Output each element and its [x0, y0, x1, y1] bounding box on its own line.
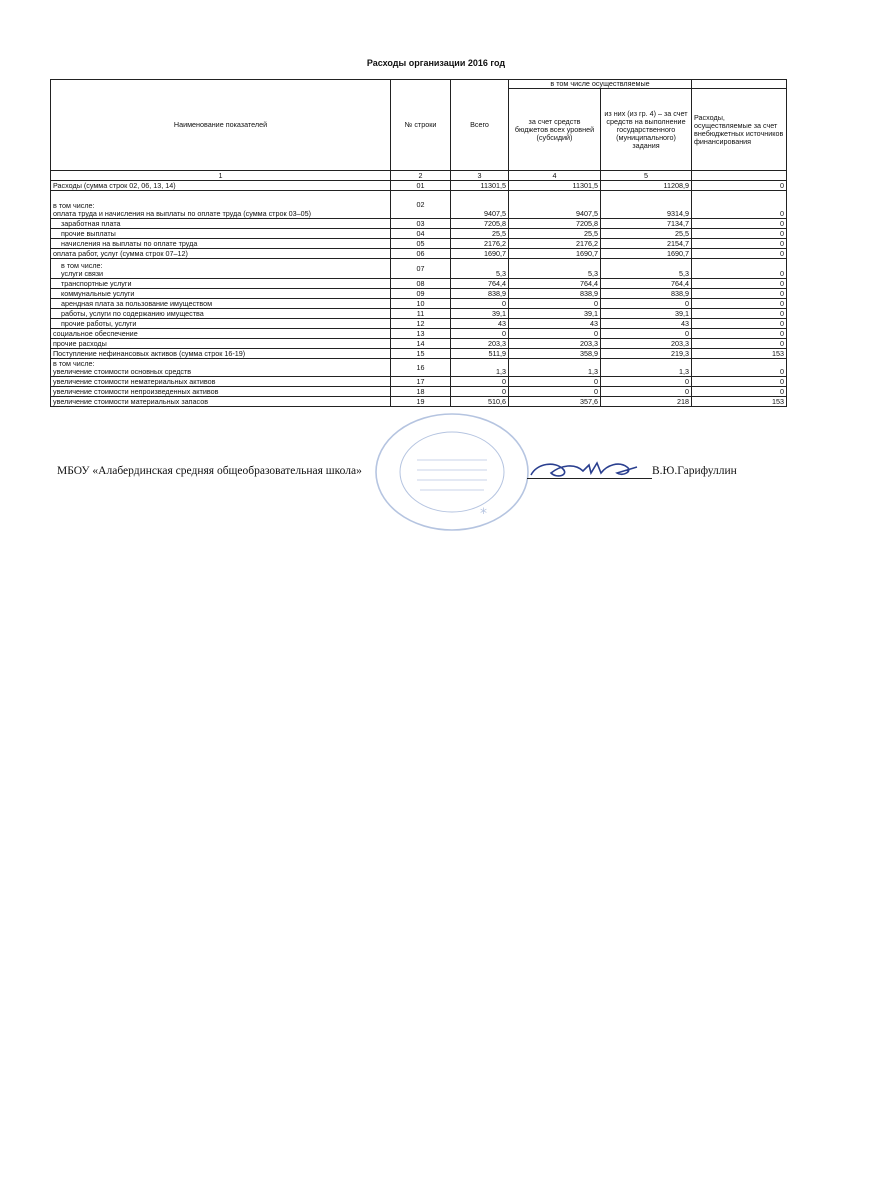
row-budget: 0 [509, 329, 601, 339]
header-name: Наименование показателей [51, 80, 391, 171]
header-blank [692, 80, 787, 89]
row-state-task: 218 [601, 397, 692, 407]
row-name: арендная плата за пользование имуществом [51, 299, 391, 309]
row-line-no: 13 [391, 329, 451, 339]
header-state-task: из них (из гр. 4) – за счет средств на выполнение государственного (муниципального) задания [601, 89, 692, 171]
row-offbudget: 0 [692, 377, 787, 387]
row-line-no: 19 [391, 397, 451, 407]
row-offbudget: 0 [692, 191, 787, 219]
table-row [51, 349, 787, 359]
row-offbudget: 0 [692, 289, 787, 299]
row-total: 1,3 [451, 359, 509, 377]
table-row [51, 387, 787, 397]
row-state-task: 2154,7 [601, 239, 692, 249]
row-state-task: 0 [601, 377, 692, 387]
row-line-no: 02 [391, 191, 451, 219]
row-line-no: 04 [391, 229, 451, 239]
row-name-main: оплата труда и начисления на выплаты по оплате труда (сумма строк 03–05) [53, 209, 311, 218]
header-line-no: № строки [391, 80, 451, 171]
row-line-no: 11 [391, 309, 451, 319]
row-total: 511,9 [451, 349, 509, 359]
signature-line [527, 478, 652, 479]
row-offbudget: 0 [692, 279, 787, 289]
table-row [51, 279, 787, 289]
row-offbudget: 0 [692, 299, 787, 309]
row-state-task: 7134,7 [601, 219, 692, 229]
table-row [51, 259, 787, 279]
table-row [51, 299, 787, 309]
row-offbudget: 0 [692, 339, 787, 349]
row-line-no: 03 [391, 219, 451, 229]
table-row [51, 339, 787, 349]
row-total: 2176,2 [451, 239, 509, 249]
col-number: 1 [51, 171, 391, 181]
row-offbudget: 153 [692, 397, 787, 407]
row-name-main: услуги связи [61, 269, 104, 278]
row-name: увеличение стоимости непроизведенных активов [51, 387, 391, 397]
row-state-task: 25,5 [601, 229, 692, 239]
row-state-task: 39,1 [601, 309, 692, 319]
row-offbudget: 0 [692, 359, 787, 377]
table-row [51, 239, 787, 249]
stamp-seal [372, 410, 532, 535]
row-offbudget: 0 [692, 259, 787, 279]
row-total: 838,9 [451, 289, 509, 299]
row-name [51, 191, 391, 219]
row-line-no: 14 [391, 339, 451, 349]
row-state-task: 43 [601, 319, 692, 329]
row-total: 0 [451, 299, 509, 309]
table-row [51, 309, 787, 319]
row-name: заработная плата [51, 219, 391, 229]
row-name: увеличение стоимости нематериальных активов [51, 377, 391, 387]
row-budget: 39,1 [509, 309, 601, 319]
table-row [51, 359, 787, 377]
row-state-task: 0 [601, 329, 692, 339]
row-total: 5,3 [451, 259, 509, 279]
row-total: 764,4 [451, 279, 509, 289]
row-budget: 43 [509, 319, 601, 329]
row-budget: 0 [509, 299, 601, 309]
row-budget: 203,3 [509, 339, 601, 349]
row-name: прочие выплаты [51, 229, 391, 239]
row-name-prefix: в том числе: [61, 261, 103, 270]
row-line-no: 05 [391, 239, 451, 249]
table-row [51, 191, 787, 219]
row-line-no: 18 [391, 387, 451, 397]
row-line-no: 08 [391, 279, 451, 289]
row-offbudget: 0 [692, 229, 787, 239]
table-row [51, 329, 787, 339]
row-name: работы, услуги по содержанию имущества [51, 309, 391, 319]
row-line-no: 16 [391, 359, 451, 377]
row-state-task: 764,4 [601, 279, 692, 289]
row-state-task: 0 [601, 387, 692, 397]
page-title: Расходы организации 2016 год [366, 58, 506, 68]
header-group: в том числе осуществляемые [509, 80, 692, 89]
row-offbudget: 0 [692, 181, 787, 191]
row-budget: 25,5 [509, 229, 601, 239]
row-line-no: 15 [391, 349, 451, 359]
row-budget: 764,4 [509, 279, 601, 289]
row-line-no: 12 [391, 319, 451, 329]
row-name [51, 359, 391, 377]
svg-text:*: * [480, 506, 487, 522]
row-total: 9407,5 [451, 191, 509, 219]
signatory-name: В.Ю.Гарифуллин [652, 465, 737, 477]
row-budget: 5,3 [509, 259, 601, 279]
row-total: 1690,7 [451, 249, 509, 259]
row-state-task: 9314,9 [601, 191, 692, 219]
row-offbudget: 0 [692, 387, 787, 397]
row-total: 43 [451, 319, 509, 329]
table-row [51, 219, 787, 229]
row-budget: 9407,5 [509, 191, 601, 219]
row-state-task: 1,3 [601, 359, 692, 377]
header-budget: за счет средств бюджетов всех уровней (субсидий) [509, 89, 601, 171]
col-number [692, 171, 787, 181]
row-name: увеличение стоимости материальных запасов [51, 397, 391, 407]
row-name-prefix: в том числе: [53, 201, 95, 210]
row-budget: 1,3 [509, 359, 601, 377]
row-name: Поступление нефинансовых активов (сумма строк 16-19) [51, 349, 391, 359]
row-name: оплата работ, услуг (сумма строк 07–12) [51, 249, 391, 259]
table-row [51, 249, 787, 259]
row-total: 25,5 [451, 229, 509, 239]
row-budget: 1690,7 [509, 249, 601, 259]
col-number: 3 [451, 171, 509, 181]
row-total: 510,6 [451, 397, 509, 407]
table-row [51, 229, 787, 239]
col-number: 4 [509, 171, 601, 181]
row-total: 11301,5 [451, 181, 509, 191]
table-row [51, 397, 787, 407]
table-row [51, 289, 787, 299]
row-line-no: 10 [391, 299, 451, 309]
row-state-task: 11208,9 [601, 181, 692, 191]
row-line-no: 06 [391, 249, 451, 259]
row-budget: 0 [509, 377, 601, 387]
row-budget: 2176,2 [509, 239, 601, 249]
row-name [51, 259, 391, 279]
row-name: прочие расходы [51, 339, 391, 349]
table-row [51, 377, 787, 387]
row-name: социальное обеспечение [51, 329, 391, 339]
row-offbudget: 0 [692, 239, 787, 249]
row-name: Расходы (сумма строк 02, 06, 13, 14) [51, 181, 391, 191]
row-budget: 7205,8 [509, 219, 601, 229]
header-total: Всего [451, 80, 509, 171]
expenses-table [50, 79, 787, 407]
row-offbudget: 0 [692, 249, 787, 259]
row-budget: 358,9 [509, 349, 601, 359]
row-offbudget: 0 [692, 309, 787, 319]
row-offbudget: 0 [692, 219, 787, 229]
row-state-task: 5,3 [601, 259, 692, 279]
row-total: 203,3 [451, 339, 509, 349]
row-name: прочие работы, услуги [51, 319, 391, 329]
table-row [51, 319, 787, 329]
row-state-task: 0 [601, 299, 692, 309]
col-number: 2 [391, 171, 451, 181]
row-budget: 11301,5 [509, 181, 601, 191]
row-offbudget: 153 [692, 349, 787, 359]
row-total: 0 [451, 377, 509, 387]
row-budget: 357,6 [509, 397, 601, 407]
row-line-no: 01 [391, 181, 451, 191]
row-total: 0 [451, 387, 509, 397]
row-name-prefix: в том числе: [53, 359, 95, 368]
row-state-task: 203,3 [601, 339, 692, 349]
row-total: 0 [451, 329, 509, 339]
row-budget: 838,9 [509, 289, 601, 299]
row-name-main: увеличение стоимости основных средств [53, 367, 192, 376]
row-name: начисления на выплаты по оплате труда [51, 239, 391, 249]
row-state-task: 1690,7 [601, 249, 692, 259]
row-budget: 0 [509, 387, 601, 397]
header-offbudget: Расходы, осуществляемые за счет внебюджетных источников финансирования [692, 89, 787, 171]
organization-name: МБОУ «Алабердинская средняя общеобразовательная школа» [57, 465, 362, 477]
col-number: 5 [601, 171, 692, 181]
row-line-no: 17 [391, 377, 451, 387]
row-offbudget: 0 [692, 329, 787, 339]
row-line-no: 09 [391, 289, 451, 299]
row-state-task: 219,3 [601, 349, 692, 359]
row-total: 7205,8 [451, 219, 509, 229]
row-state-task: 838,9 [601, 289, 692, 299]
row-name: коммунальные услуги [51, 289, 391, 299]
row-offbudget: 0 [692, 319, 787, 329]
row-line-no: 07 [391, 259, 451, 279]
table-row [51, 181, 787, 191]
row-name: транспортные услуги [51, 279, 391, 289]
row-total: 39,1 [451, 309, 509, 319]
